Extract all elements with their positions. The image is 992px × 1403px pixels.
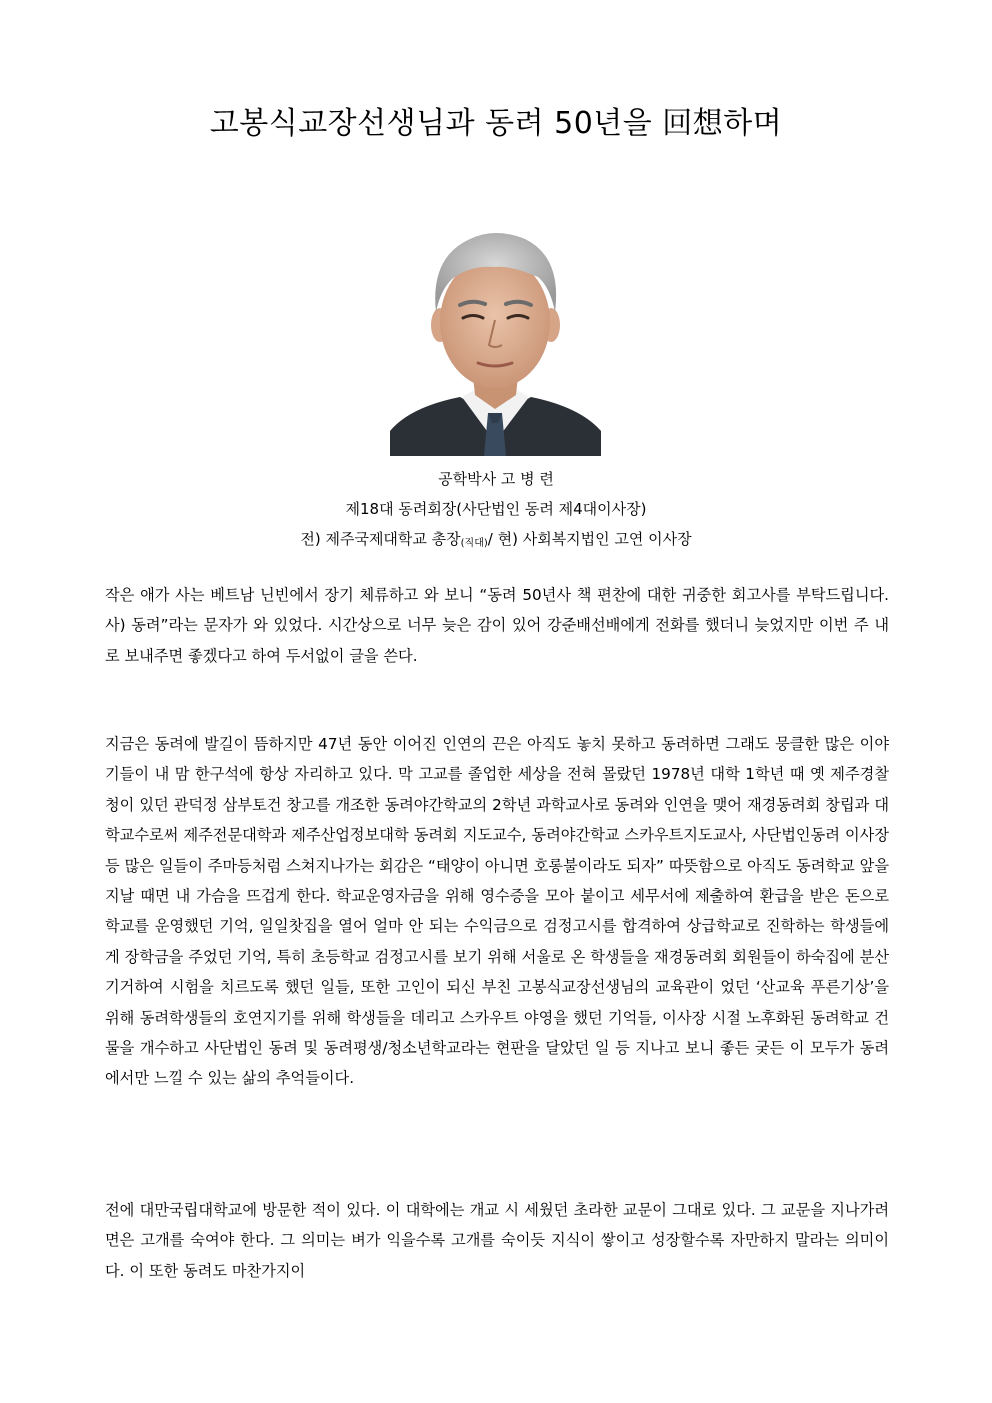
author-title-2-pre: 전) 제주국제대학교 총장 (300, 530, 461, 548)
author-byline (0, 464, 992, 559)
body-paragraph-3: 전에 대만국립대학교에 방문한 적이 있다. 이 대학에는 개교 시 세웠던 초라한 교문이 그대로 있다. 그 교문을 지나가려면은 고개를 숙여야 한다. 그 의미는 벼가 익을수록 고개를 숙이듯 지식이 쌓이고 성장할수록 자만하지 말라는 의미이다. 이 또한 동려도 마찬가지이 (105, 1201, 889, 1280)
author-title-2-post: / 현) 사회복지법인 고연 이사장 (487, 530, 692, 548)
document-title: 고봉식교장선생님과 동려 50년을 回想하며 (209, 106, 783, 141)
portrait-icon (390, 217, 601, 456)
author-title-1: 제18대 동려회장(사단법인 동려 제4대이사장) (345, 500, 647, 518)
author-name: 공학박사 고 병 련 (438, 470, 554, 488)
author-title-2 (0, 524, 992, 559)
body-paragraph-2: 지금은 동려에 발길이 뜸하지만 47년 동안 이어진 인연의 끈은 아직도 놓치 못하고 동려하면 그래도 뭉클한 많은 이야기들이 내 맘 한구석에 항상 자리하고 있다. 막 고교를 졸업한 세상을 전혀 몰랐던 1978년 대학 1학년 때 옛 제주경찰청이 있던 관덕정 삼부토건 창고를 개조한 동려야간학교의 2학년 과학교사로 동려와 인연을 맺어 재경동려회 창립과 대학교수로써 제주전문대학과 제주산업정보대학 동려회 지도교수, 동려야간학교 스카우트지도교사, 사단법인동려 이사장 등 많은 일들이 주마등처럼 스쳐지나가는 회감은 “태양이 아니면 호롱불이라도 되자” 따뜻함으로 아직도 동려학교 앞을 지날 때면 내 가슴을 뜨겁게 한다. 학교운영자금을 위해 영수증을 모아 붙이고 세무서에 제출하여 환급을 받은 돈으로 학교를 운영했던 기억, 일일찻집을 열어 얼마 안 되는 수익금으로 검정고시를 합격하여 상급학교로 진학하는 학생들에게 장학금을 주었던 기억, 특히 초등학교 검정고시를 보기 위해 서울로 온 학생들을 재경동려회 회원들이 하숙집에 분산 기거하여 시험을 치르도록 했던 일들, 또한 고인이 되신 부친 고봉식교장선생님의 교육관이 었던 ‘산교육 푸른기상’을 위해 동려학생들의 호연지기를 위해 학생들을 데리고 스카우트 야영을 했던 기억들, 이사장 시절 노후화된 동려학교 건물을 개수하고 사단법인 동려 및 동려평생/청소년학교라는 현판을 달았던 일 등 지나고 보니 좋든 궂든 이 모두가 동려에서만 느낄 수 있는 삶의 추억들이다. (105, 735, 889, 1088)
body-paragraph-1: 작은 애가 사는 베트남 닌빈에서 장기 체류하고 와 보니 “동려 50년사 책 편찬에 대한 귀중한 회고사를 부탁드립니다. 사) 동려”라는 문자가 와 있었다. 시간상으로 너무 늦은 감이 있어 강준배선배에게 전화를 했더니 늦었지만 이번 주 내로 보내주면 좋겠다고 하여 두서없이 글을 쓴다. (105, 586, 889, 665)
author-title-2-sub: (직대) (460, 538, 488, 549)
portrait-photo (390, 217, 601, 456)
